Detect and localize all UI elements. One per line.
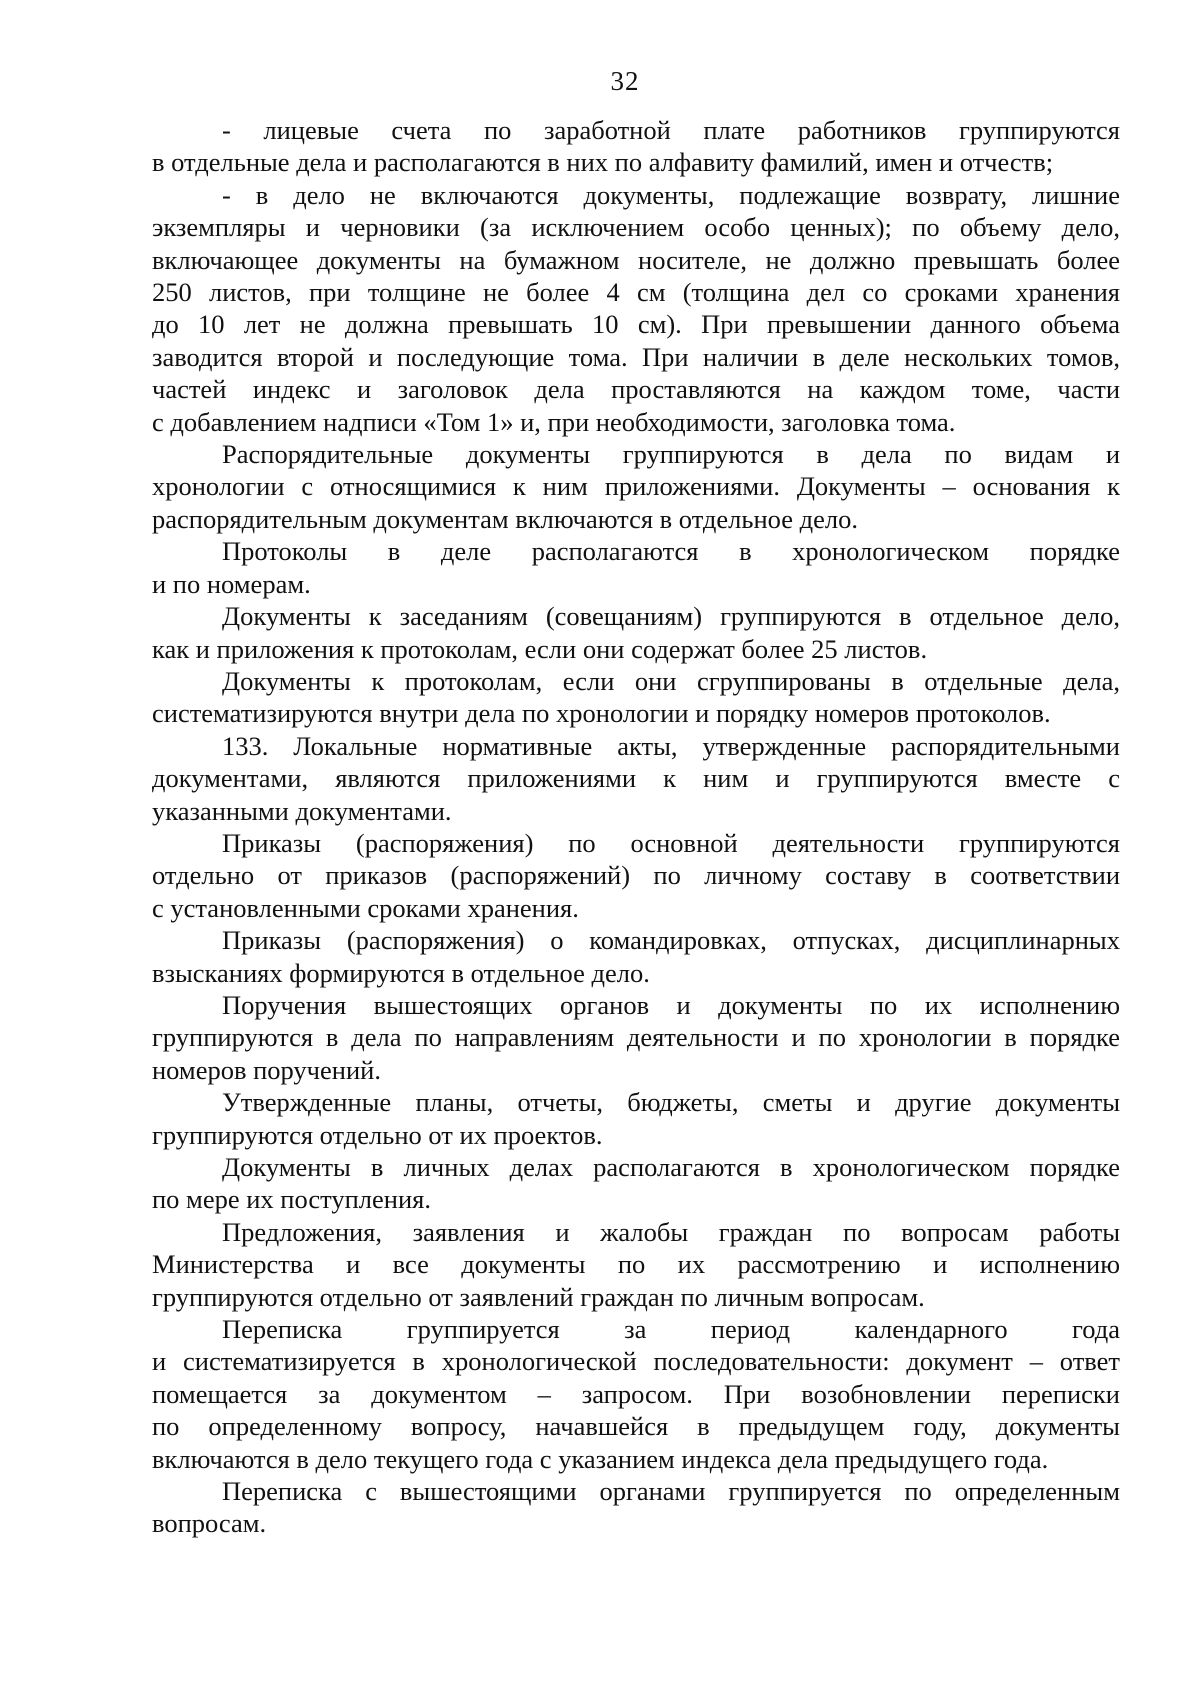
text-line: в отдельные дела и располагаются в них по алфавиту фамилий, имен и отчеств; bbox=[152, 147, 1054, 178]
text-line: включаются в дело текущего года с указанием индекса дела предыдущего года. bbox=[152, 1443, 1049, 1474]
text-line: Утвержденные планы, отчеты, бюджеты, сметы и другие документы bbox=[222, 1087, 1120, 1118]
text-line: Предложения, заявления и жалобы граждан по вопросам работы bbox=[222, 1216, 1120, 1247]
text-line: 250 листов, при толщине не более 4 см (толщина дел со сроками хранения bbox=[152, 277, 1120, 308]
text-line: и систематизируется в хронологической последовательности: документ – ответ bbox=[152, 1346, 1120, 1377]
text-line: до 10 лет не должна превышать 10 см). При превышении данного объема bbox=[152, 309, 1120, 340]
paragraph bbox=[152, 1086, 1120, 1151]
paragraph bbox=[152, 1313, 1120, 1475]
paragraph bbox=[152, 179, 1120, 438]
text-line: отдельно от приказов (распоряжений) по личному составу в соответствии bbox=[152, 860, 1120, 891]
text-line: вопросам. bbox=[152, 1508, 267, 1539]
text-line: 133. Локальные нормативные акты, утвержденные распорядительными bbox=[222, 730, 1120, 761]
text-line: Приказы (распоряжения) по основной деятельности группируются bbox=[222, 827, 1120, 858]
paragraph bbox=[152, 600, 1120, 665]
text-line: номеров поручений. bbox=[152, 1054, 381, 1085]
text-line: по мере их поступления. bbox=[152, 1184, 431, 1215]
text-line: Переписка с вышестоящими органами группируется по определенным bbox=[222, 1476, 1120, 1507]
text-line: помещается за документом – запросом. При возобновлении переписки bbox=[152, 1378, 1120, 1409]
document-body bbox=[152, 114, 1120, 1540]
text-line: распорядительным документам включаются в отдельное дело. bbox=[152, 503, 858, 534]
text-line: по определенному вопросу, начавшейся в предыдущем году, документы bbox=[152, 1411, 1120, 1442]
text-line: и по номерам. bbox=[152, 568, 311, 599]
paragraph bbox=[152, 665, 1120, 730]
text-line: указанными документами. bbox=[152, 795, 452, 826]
text-line: - в дело не включаются документы, подлежащие возврату, лишние bbox=[222, 179, 1120, 210]
text-line: Распорядительные документы группируются в дела по видам и bbox=[222, 439, 1120, 470]
text-line: Поручения вышестоящих органов и документы по их исполнению bbox=[222, 989, 1120, 1020]
text-line: Министерства и все документы по их рассмотрению и исполнению bbox=[152, 1249, 1120, 1280]
paragraph bbox=[152, 827, 1120, 924]
text-line: Документы к протоколам, если они сгруппированы в отдельные дела, bbox=[222, 665, 1120, 696]
text-line: частей индекс и заголовок дела проставляются на каждом томе, части bbox=[152, 374, 1120, 405]
text-line: Протоколы в деле располагаются в хронологическом порядке bbox=[222, 536, 1120, 567]
text-line: группируются отдельно от заявлений граждан по личным вопросам. bbox=[152, 1281, 925, 1312]
text-line: группируются в дела по направлениям деятельности и по хронологии в порядке bbox=[152, 1022, 1120, 1053]
paragraph bbox=[152, 989, 1120, 1086]
text-line: документами, являются приложениями к ним и группируются вместе с bbox=[152, 763, 1120, 794]
text-line: включающее документы на бумажном носителе, не должно превышать более bbox=[152, 244, 1120, 275]
paragraph bbox=[152, 438, 1120, 535]
paragraph bbox=[152, 114, 1120, 179]
text-line: Приказы (распоряжения) о командировках, отпусках, дисциплинарных bbox=[222, 925, 1120, 956]
text-line: - лицевые счета по заработной плате работников группируются bbox=[222, 115, 1120, 145]
paragraph bbox=[152, 535, 1120, 600]
text-line: Документы к заседаниям (совещаниям) группируются в отдельное дело, bbox=[222, 601, 1120, 632]
text-line: группируются отдельно от их проектов. bbox=[152, 1119, 603, 1150]
text-line: Переписка группируется за период календарного года bbox=[222, 1314, 1120, 1345]
text-line: с установленными сроками хранения. bbox=[152, 892, 579, 923]
text-line: заводится второй и последующие тома. При наличии в деле нескольких томов, bbox=[152, 341, 1120, 372]
paragraph bbox=[152, 1475, 1120, 1540]
paragraph bbox=[152, 730, 1120, 827]
paragraph bbox=[152, 1151, 1120, 1216]
text-line: Документы в личных делах располагаются в хронологическом порядке bbox=[222, 1152, 1120, 1182]
text-line: с добавлением надписи «Том 1» и, при необходимости, заголовка тома. bbox=[152, 406, 956, 437]
text-line: экземпляры и черновики (за исключением особо ценных); по объему дело, bbox=[152, 212, 1120, 243]
paragraph bbox=[152, 1216, 1120, 1313]
text-line: взысканиях формируются в отдельное дело. bbox=[152, 957, 650, 988]
text-line: хронологии с относящимися к ним приложениями. Документы – основания к bbox=[152, 471, 1120, 502]
text-line: систематизируются внутри дела по хронологии и порядку номеров протоколов. bbox=[152, 698, 1051, 729]
text-line: как и приложения к протоколам, если они содержат более 25 листов. bbox=[152, 633, 928, 664]
paragraph bbox=[152, 924, 1120, 989]
page-number: 32 bbox=[610, 66, 640, 96]
